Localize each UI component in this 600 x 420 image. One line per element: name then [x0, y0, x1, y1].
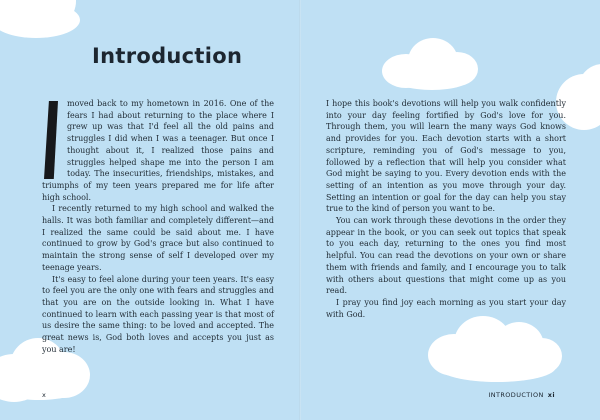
running-head: INTRODUCTION — [488, 391, 544, 399]
page-title: Introduction — [92, 44, 243, 68]
cloud-top-right — [372, 36, 482, 92]
left-page-number: x — [42, 391, 47, 399]
cloud-top-left — [0, 0, 88, 42]
left-paragraph-2: I recently returned to my high school and walked the halls. It was both familiar and completely different—and I realized the same could be said about me. I have continued to grow by God's grace but also continued to maintain the strong sense of self I developed over my teenage years. — [42, 204, 274, 272]
right-paragraph-3: I pray you find joy each morning as you start your day with God. — [326, 297, 566, 319]
left-paragraph-1: moved back to my hometown in 2016. One of the fears I had about returning to the place where I grew up was that I'd feel all the old pains and struggles I did when I was a teenager. But once I thought about it, I realized those pains and struggles helped shape me into the person I am today. The insecurities, friendships, mistakes, and triumphs of my teen years prepared me for life after high school. — [42, 99, 274, 202]
dropcap-letter-i — [44, 101, 58, 179]
right-paragraph-1: I hope this book's devotions will help you walk confidently into your day feeling fortified by God's love for you. Through them, you will learn the many ways God knows and provides for you. Each devotion starts with a short scripture, reminding you of God's message to you, followed by a reflection that will help you consider what God might be saying to you. Every devotion ends with the setting of an intention as you move through your day. Setting an intention or goal for the day can help you stay true to the kind of person you want to be. — [326, 99, 566, 214]
right-page-footer — [488, 391, 555, 399]
cloud-bottom-right — [424, 312, 564, 386]
right-page-text — [326, 98, 566, 320]
right-page-number: xi — [547, 391, 555, 399]
right-paragraph-2: You can work through these devotions in the order they appear in the book, or you can seek out topics that speak to you each day, returning to the ones you find most helpful. You can read the devotions on your own or share them with friends and family, and I encourage you to talk with others about questions that might come up as you read. — [326, 216, 566, 296]
left-paragraph-3: It's easy to feel alone during your teen years. It's easy to feel you are the only one with fears and struggles and that you are on the outside looking in. What I have continued to learn with each passing year is that most of us desire the same thing: to be loved and accepted. The great news is, God both loves and accepts you just as you are! — [42, 274, 274, 354]
book-gutter — [299, 0, 301, 420]
left-page-text — [42, 98, 274, 355]
